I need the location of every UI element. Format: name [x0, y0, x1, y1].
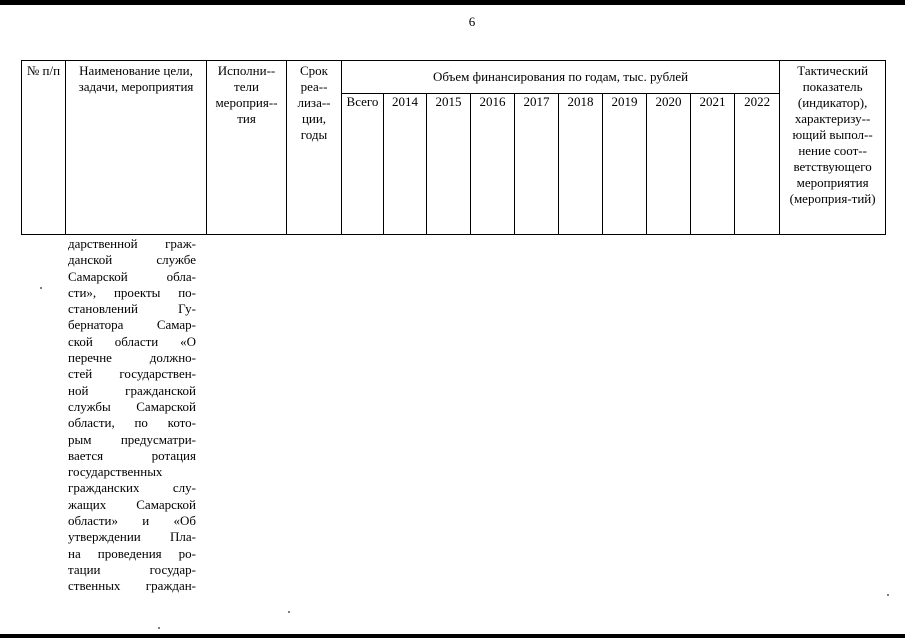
text-line: стей государствен-	[68, 366, 196, 382]
bottom-rule	[0, 634, 905, 638]
text-line: перечне должно-	[68, 350, 196, 366]
text-line: вается ротация	[68, 447, 196, 463]
text-line: дарственной граж-	[68, 236, 196, 251]
header-name: Наименование цели, задачи, мероприятия	[66, 61, 207, 235]
header-year-2019: 2019	[603, 94, 647, 235]
financing-table	[21, 60, 886, 235]
text-line: на проведения ро-	[68, 545, 196, 561]
text-line: сти», проекты по-	[68, 284, 196, 300]
text-line: рым предусматри-	[68, 431, 196, 447]
text-line: бернатора Самар-	[68, 317, 196, 333]
scan-speck	[158, 627, 160, 629]
scan-speck	[40, 287, 42, 289]
text-line: тации государ-	[68, 561, 196, 577]
page-number: 6	[468, 14, 476, 29]
text-line: области, по кото-	[68, 415, 196, 431]
header-funding: Объем финансирования по годам, тыс. рублей	[342, 61, 780, 94]
header-year-2015: 2015	[427, 94, 471, 235]
top-rule	[0, 0, 905, 5]
text-line: данской службе	[68, 252, 196, 268]
header-term: Срок реа-лиза-ции, годы	[287, 61, 342, 235]
header-year-2017: 2017	[515, 94, 559, 235]
scan-speck	[887, 594, 889, 596]
header-year-2022: 2022	[735, 94, 780, 235]
header-year-2014: 2014	[384, 94, 427, 235]
text-line: жащих Самарской	[68, 496, 196, 512]
row-text-continuation	[68, 236, 196, 595]
text-line: утверждении Пла-	[68, 529, 196, 545]
scan-speck	[288, 611, 290, 613]
header-funding-total: Всего	[342, 94, 384, 235]
text-line: области» и «Об	[68, 513, 196, 529]
text-line: ственных граждан-	[68, 578, 196, 594]
text-line: становлений Гу-	[68, 301, 196, 317]
text-line: Самарской обла-	[68, 268, 196, 284]
text-line: государственных	[68, 464, 163, 480]
header-year-2021: 2021	[691, 94, 735, 235]
header-executors: Исполни-тели мероприя-тия	[207, 61, 287, 235]
text-line: гражданских слу-	[68, 480, 196, 496]
header-year-2018: 2018	[559, 94, 603, 235]
text-line: службы Самарской	[68, 398, 196, 414]
header-indicator: Тактический показатель (индикатор), характеризу-ющий выпол-нение соот-ветствующего мероприятия (мероприя-тий)	[780, 61, 886, 235]
text-line: ной гражданской	[68, 382, 196, 398]
header-year-2016: 2016	[471, 94, 515, 235]
header-year-2020: 2020	[647, 94, 691, 235]
header-number: № п/п	[22, 61, 66, 235]
text-line: ской области «О	[68, 333, 196, 349]
